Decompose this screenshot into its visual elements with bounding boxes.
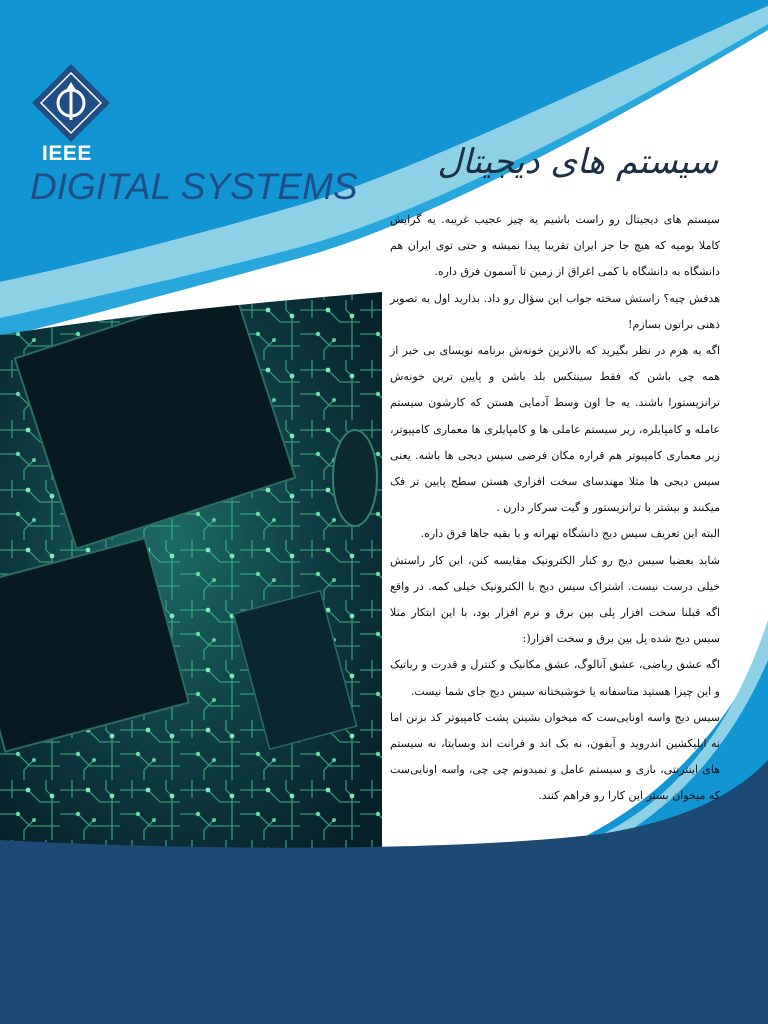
article-body bbox=[390, 207, 720, 810]
paragraph: سیستم های دیجیتال رو راست باشیم یه چیز عجیب غریبه. یه گرایش کاملا بومیه که هیچ جا جز ایران تقریبا پیدا نمیشه و حتی توی ایران هم دانشگاه به دانشگاه با کمی اغراق از زمین تا آسمون فرق داره. bbox=[390, 213, 720, 279]
article-title: سیستم های دیجیتال bbox=[437, 142, 718, 182]
paragraph: سیس دیج واسه اونایی‌ست که میخوان بشینن پشت کامپیوتر کد بزنن اما نه اپلیکشین اندروید و آیفون، نه بک اند و فرانت اند وبسایتا، نه سیستم های اینترنتی، بازی و سیستم عامل و نمیدونم چی چی، واسه اونایی‌ست که میخوان بستر این کارا رو فراهم کنند. bbox=[390, 710, 720, 803]
paragraph: البته این تعریف سیس دیج دانشگاه تهرانه و با بقیه جاها فرق داره. bbox=[420, 527, 720, 541]
brand-title: DIGITAL SYSTEMS bbox=[30, 166, 358, 207]
logo-label: IEEE bbox=[42, 142, 92, 165]
paragraph: اگه عشق ریاضی، عشق آنالوگ، عشق مکانیک و کنترل و قدرت و رباتیک و این چیزا هستید متاسفانه یا خوشبختانه سیس دیج جای شما نیست. bbox=[390, 658, 720, 698]
ieee-diamond-logo-icon bbox=[30, 62, 112, 144]
paragraph: شاید بعضیا سیس دیج رو کنار الکترونیک مقایسه کنن، این کار راستش خیلی درست نیست. اشتراک سیس دیج با الکترونیک خیلی کمه. در واقع اگه قبلنا سخت افزار پلی بین برق و نرم افزار بود، با این ابتکار مثلا سیس دیج شده پل بین برق و سخت افزار(: bbox=[390, 553, 720, 646]
paragraph: اگه یه هرم در نظر بگیرید که بالاترین خونه‌ش برنامه نویسای بی خبر از همه چی باشن که فقط سینتکس بلد باشن و پایین ترین خونه‌ش ترانزیستورا باشند. یه جا اون وسط آدمایی هستن که کارشون سیستم عامله و کامپایلره، زیر سیستم عاملی ها و کامپایلری ها معماری کامپیوتر، زیر معماری کامپیوتر هم قراره مکان فرضی سیس دیجی ها باشه. یعنی سیس دیجی ها مثلا مهندسای سخت افزاری هستن سطح پایین تر فک میکنند و بیشتر با ترانزیستور و گیت سرکار دارن . bbox=[390, 344, 720, 515]
paragraph: هدفش چیه؟ راستش سخته جواب این سؤال رو داد. بذارید اول یه تصویر ذهنی براتون بسازم! bbox=[390, 291, 720, 331]
